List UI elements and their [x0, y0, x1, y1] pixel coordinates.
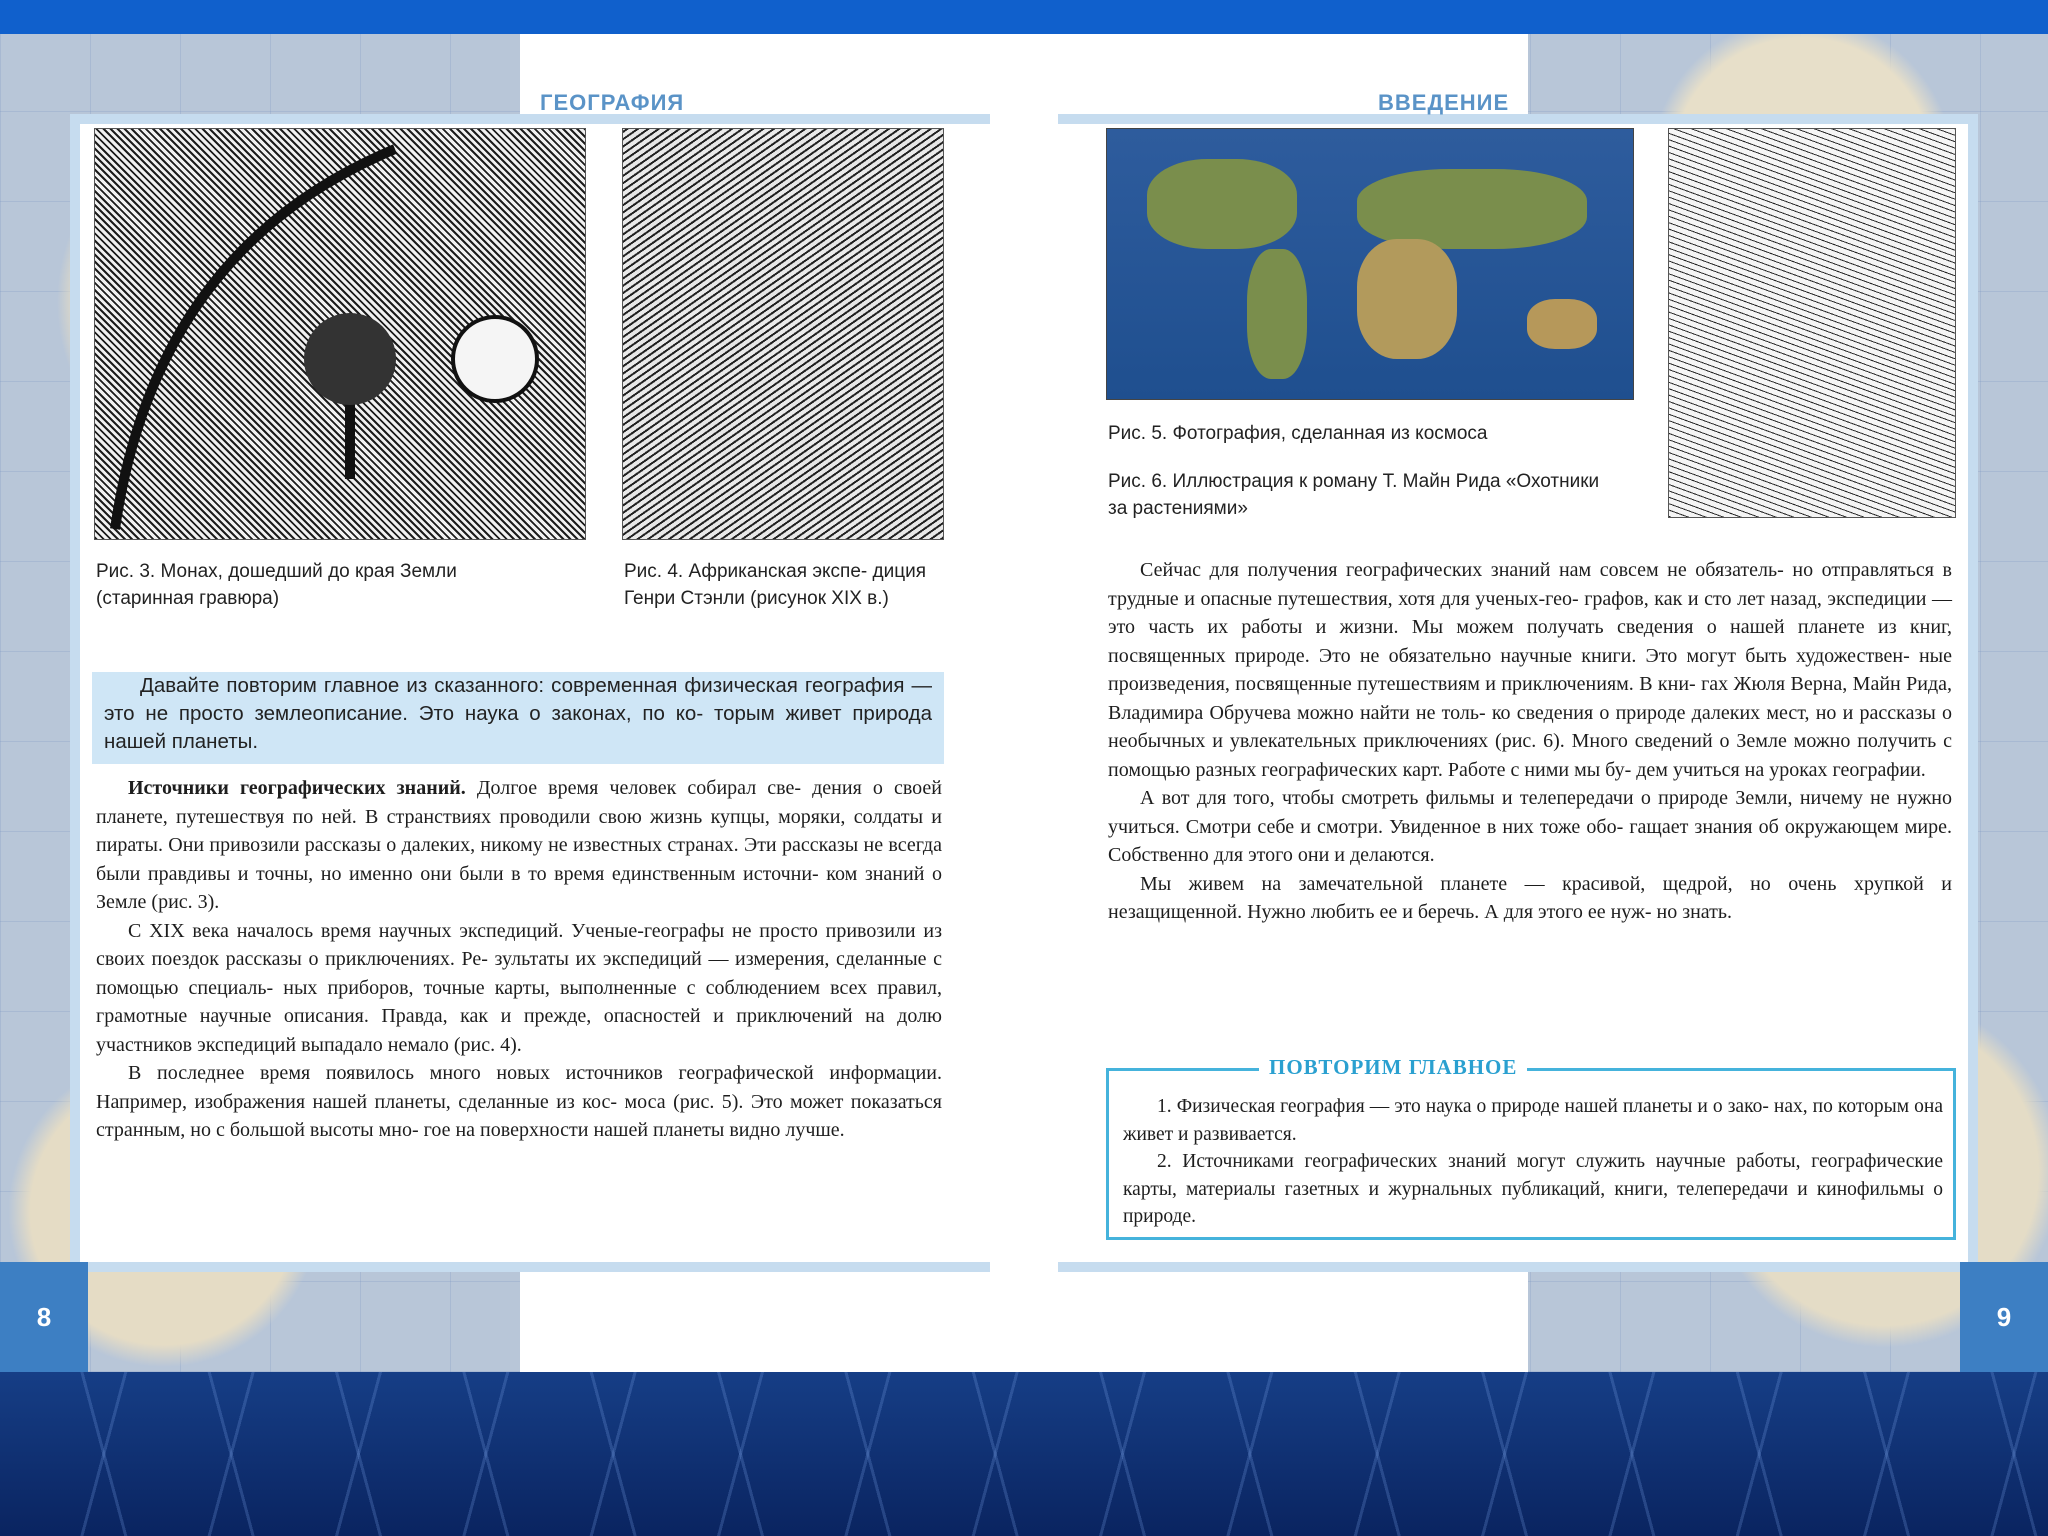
right-page-number: 9 [1960, 1262, 2048, 1372]
right-paragraph-1: Сейчас для получения географических знаний нам совсем не обязатель- но отправляться в трудные и опасные путешествия, хотя для ученых-гео- графов, как и сто лет назад, экспедиции — это часть их работы и жизни. Мы можем получать сведения о нашей планете из книг, посвященных природе. Это не обязательно научные книги. Это могут быть художествен- ные произведения, посвященные путешествиям и приключениям. В кни- гах Жюля Верна, Майн Рида, Владимира Обручева можно найти не толь- ко сведения о природе далеких мест, но и рассказы о необычных и увлекательных приключениях (рис. 6). Много сведений о Земле можно получить с помощью разных географических карт. Работе с ними мы бу- дем учиться на уроках географии. [1108, 559, 1952, 781]
fig5-caption: Рис. 5. Фотография, сделанная из космоса [1108, 423, 1488, 444]
summary-title: ПОВТОРИМ ГЛАВНОЕ [1259, 1055, 1527, 1080]
left-running-head: ГЕОГРАФИЯ [540, 90, 685, 115]
summary-box [1106, 1055, 1956, 1240]
top-bar [0, 0, 2048, 34]
section-heading: Источники географических знаний. [128, 777, 466, 799]
left-paragraph-3: В последнее время появилось много новых источников географической информации. Например, изображения нашей планеты, сделанные из кос- моса (рис. 5). Это может показаться странным, но с большой высоты мно- гое на поверхности нашей планеты видно лучше. [96, 1062, 942, 1141]
fig3-engraving-image [94, 128, 586, 540]
summary-point-2: 2. Источниками географических знаний могут служить научные работы, географические карты, материалы газетных и журнальных публикаций, книги, телепередачи и кинофильмы о природе. [1123, 1151, 1943, 1227]
fig4-caption: Рис. 4. Африканская экспе- диция Генри Стэнли (рисунок XIX в.) [624, 561, 926, 609]
left-page-number: 8 [0, 1262, 88, 1372]
summary-point-1: 1. Физическая география — это наука о природе нашей планеты и о зако- нах, по которым она живет и развивается. [1123, 1096, 1943, 1145]
left-body-text [96, 774, 942, 1145]
left-paragraph-1: Источники географических знаний. Долгое время человек собирал све- дения о своей планете, путешествуя по ней. В странствиях проводили свою жизнь купцы, моряки, солдаты и пираты. Они привозили рассказы о далеких, никому не известных странах. Эти рассказы не всегда были правдивы и точны, но именно они были в то время единственным источни- ком знаний о Земле (рис. 3). [96, 777, 942, 913]
summary-body [1123, 1093, 1943, 1231]
right-running-head: ВВЕДЕНИЕ [1378, 90, 1510, 115]
fig5-world-photo [1106, 128, 1634, 400]
fig4-engraving-image [622, 128, 944, 540]
right-body-text [1108, 556, 1952, 927]
highlight-summary-box: Давайте повторим главное из сказанного: современная физическая география — это не просто землеописание. Это наука о законах, по ко- торым живет природа нашей планеты. [92, 672, 944, 764]
right-paragraph-3: Мы живем на замечательной планете — красивой, щедрой, но очень хрупкой и незащищенной. Нужно любить ее и беречь. А для этого ее нуж- но знать. [1108, 872, 1952, 923]
left-paragraph-2: С XIX века началось время научных экспедиций. Ученые-географы не просто привозили из своих поездок рассказы о приключениях. Ре- зультаты их экспедиций — измерения, сделанные с помощью специаль- ных приборов, точные карты, выполненные с соблюдением всех правил, грамотные научные описания. Правда, как и прежде, опасностей и приключений на долю участников экспедиций выпадало немало (рис. 4). [96, 919, 942, 1056]
fig6-engraving-image [1668, 128, 1956, 518]
fig3-engraving-icon [95, 129, 585, 539]
right-paragraph-2: А вот для того, чтобы смотреть фильмы и телепередачи о природе Земли, ничему не нужно учиться. Смотри себе и смотри. Увиденное в них тоже обо- гащает знания об окружающем мире. Собственно для этого они и делаются. [1108, 787, 1952, 866]
bottom-decorative-band [0, 1372, 2048, 1536]
fig6-caption: Рис. 6. Иллюстрация к роману Т. Майн Рида «Охотники за растениями» [1108, 471, 1600, 519]
fig3-caption: Рис. 3. Монах, дошедший до края Земли (старинная гравюра) [96, 561, 457, 609]
